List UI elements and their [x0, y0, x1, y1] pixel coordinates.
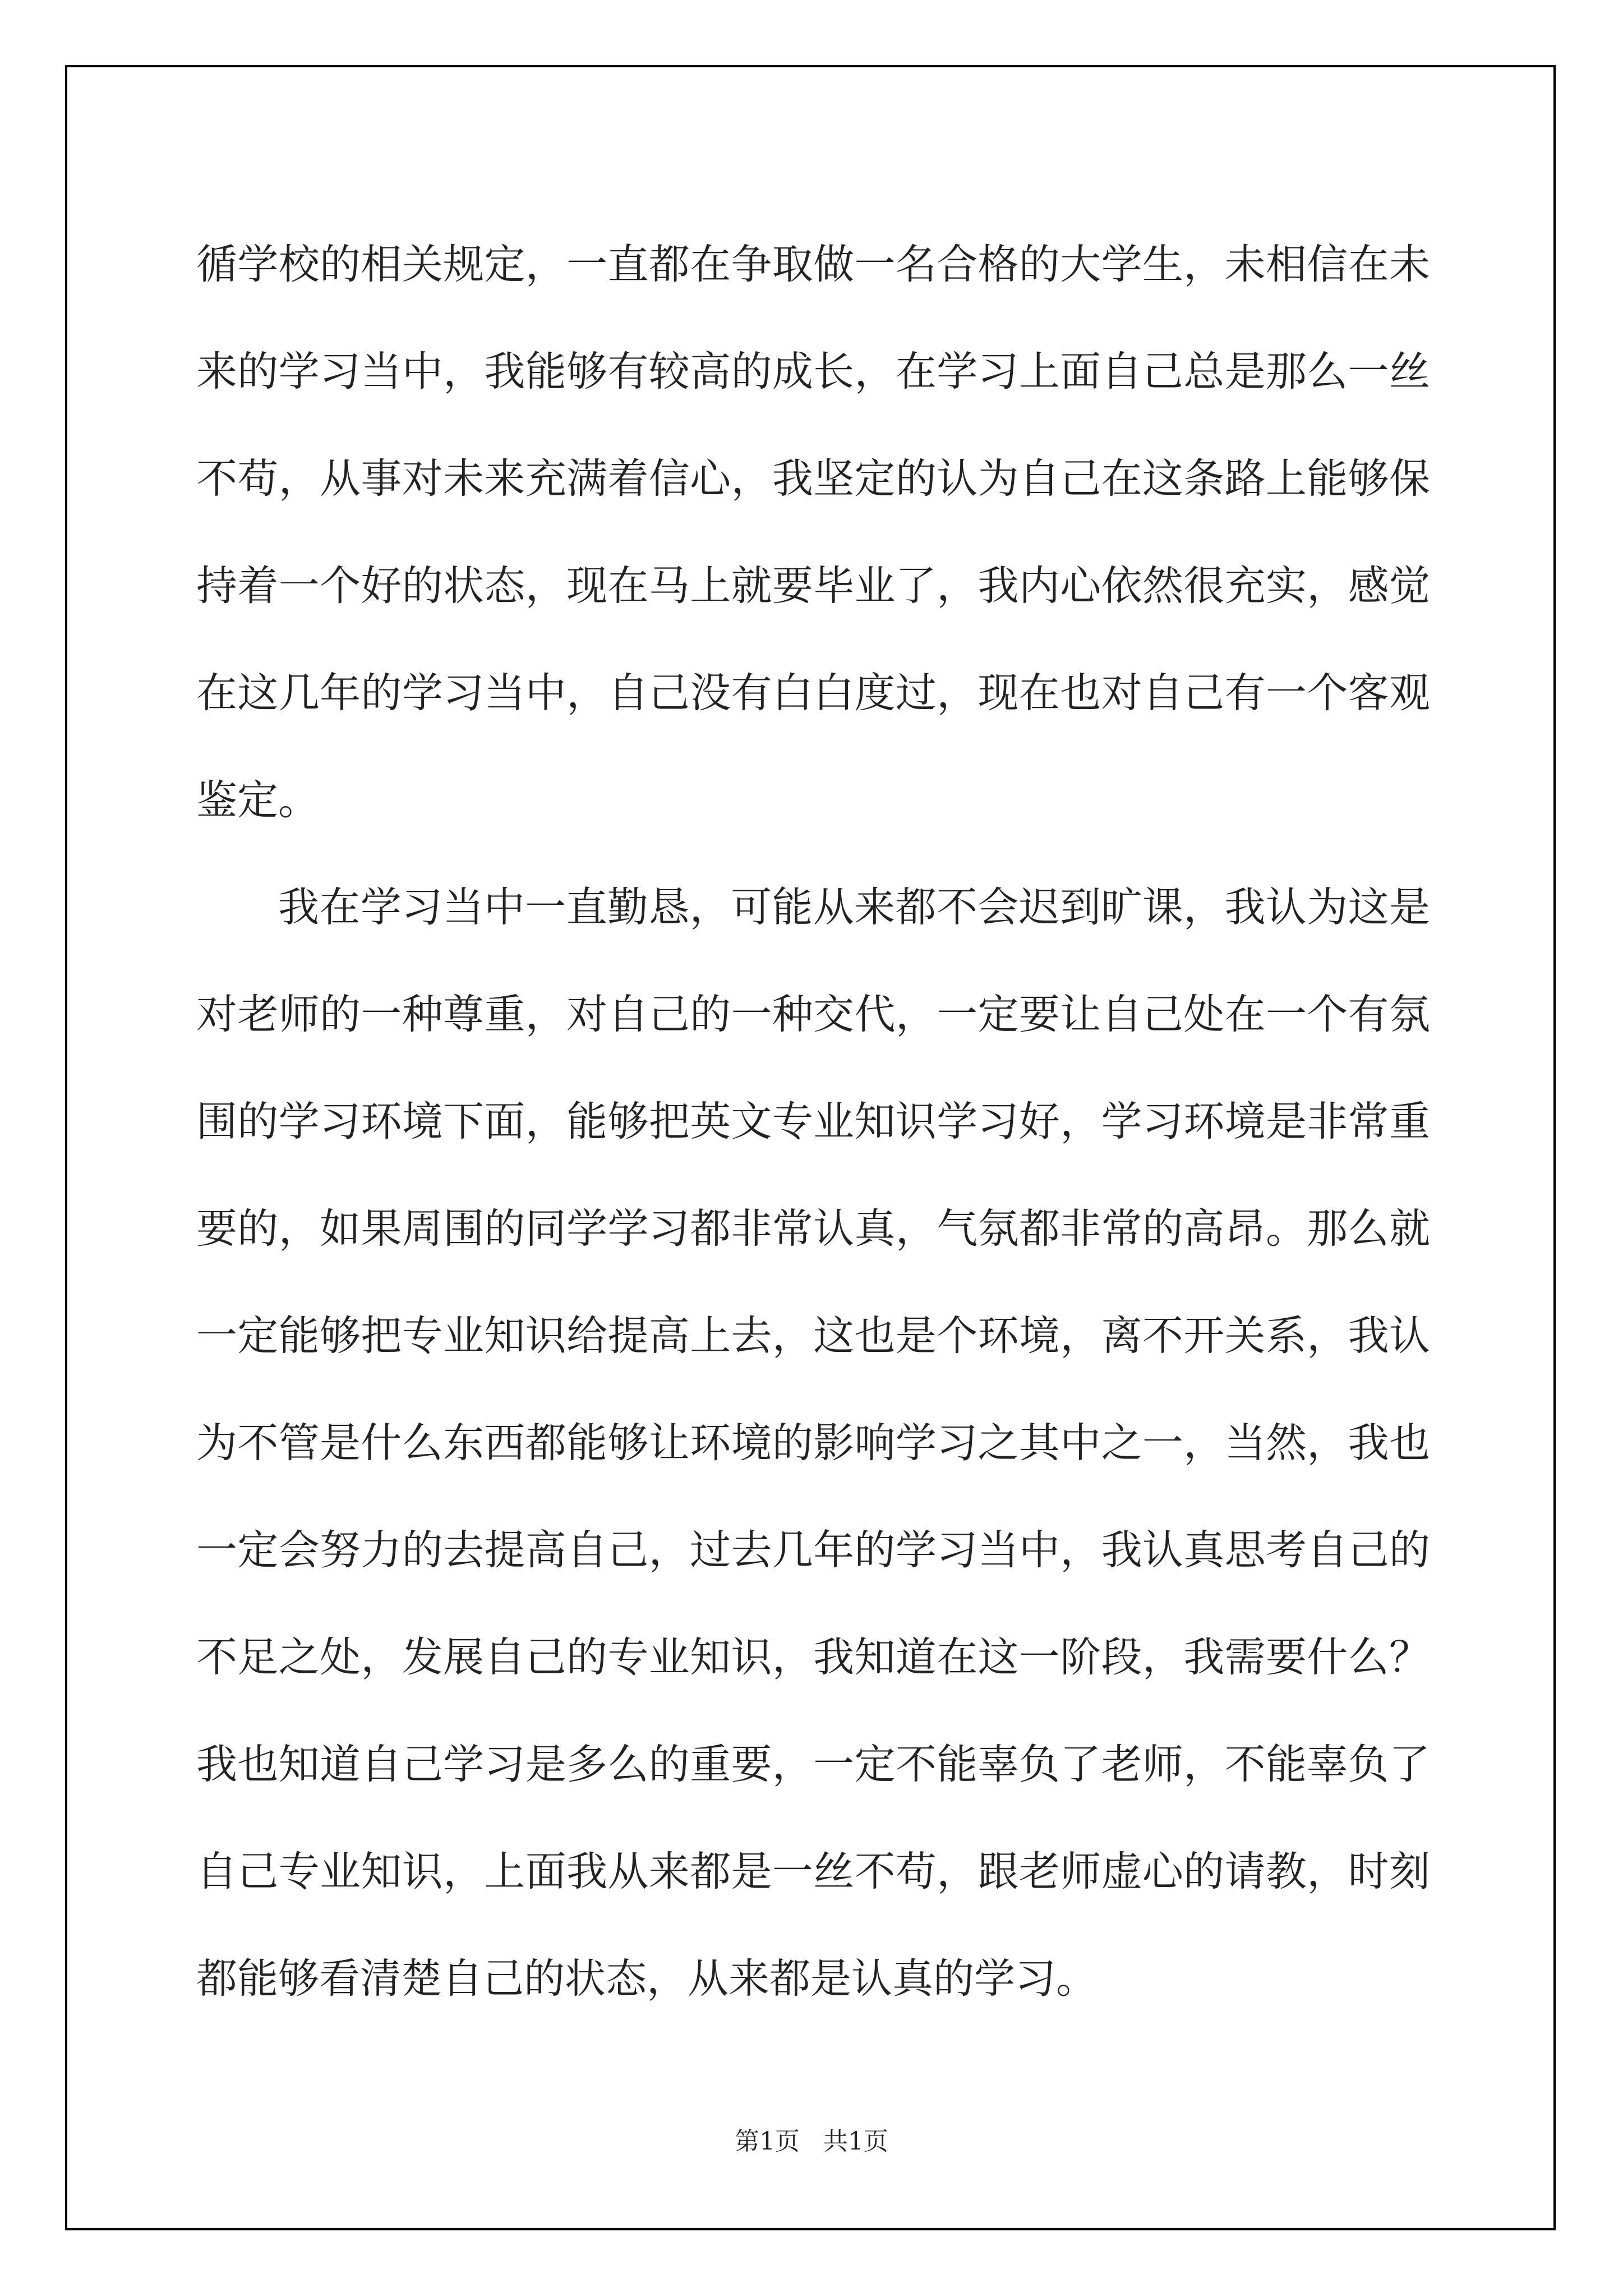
text-line: 在这几年的学习当中，自己没有白白度过，现在也对自己有一个客观 [196, 669, 1430, 717]
text-line: 一定能够把专业知识给提高上去，这也是个环境，离不开关系，我认 [196, 1312, 1430, 1360]
text-line: 都能够看清楚自己的状态，从来都是认真的学习。 [196, 1955, 1097, 2003]
text-line: 鉴定。 [196, 776, 319, 824]
text-line: 对老师的一种尊重，对自己的一种交代，一定要让自己处在一个有氛 [196, 991, 1430, 1038]
text-line: 来的学习当中，我能够有较高的成长，在学习上面自己总是那么一丝 [196, 348, 1430, 395]
page-footer: 第1页 共1页 [735, 2127, 888, 2156]
text-line: 循学校的相关规定，一直都在争取做一名合格的大学生，未相信在未 [196, 241, 1430, 288]
text-line: 一定会努力的去提高自己，过去几年的学习当中，我认真思考自己的 [196, 1526, 1430, 1574]
text-line: 持着一个好的状态，现在马上就要毕业了，我内心依然很充实，感觉 [196, 562, 1430, 610]
text-line: 不足之处，发展自己的专业知识，我知道在这一阶段，我需要什么？ [196, 1634, 1430, 1681]
text-line: 为不管是什么东西都能够让环境的影响学习之其中之一，当然，我也 [196, 1419, 1430, 1467]
text-line: 我也知道自己学习是多么的重要，一定不能辜负了老师，不能辜负了 [196, 1741, 1430, 1788]
text-line: 围的学习环境下面，能够把英文专业知识学习好，学习环境是非常重 [196, 1098, 1430, 1145]
text-line: 我在学习当中一直勤恳，可能从来都不会迟到旷课，我认为这是 [278, 884, 1430, 931]
text-line: 要的，如果周围的同学学习都非常认真，气氛都非常的高昂。那么就 [196, 1205, 1430, 1253]
document-body [196, 211, 1430, 2032]
text-line: 自己专业知识，上面我从来都是一丝不苟，跟老师虚心的请教，时刻 [196, 1848, 1430, 1895]
text-line: 不苟，从事对未来充满着信心，我坚定的认为自己在这条路上能够保 [196, 455, 1430, 503]
